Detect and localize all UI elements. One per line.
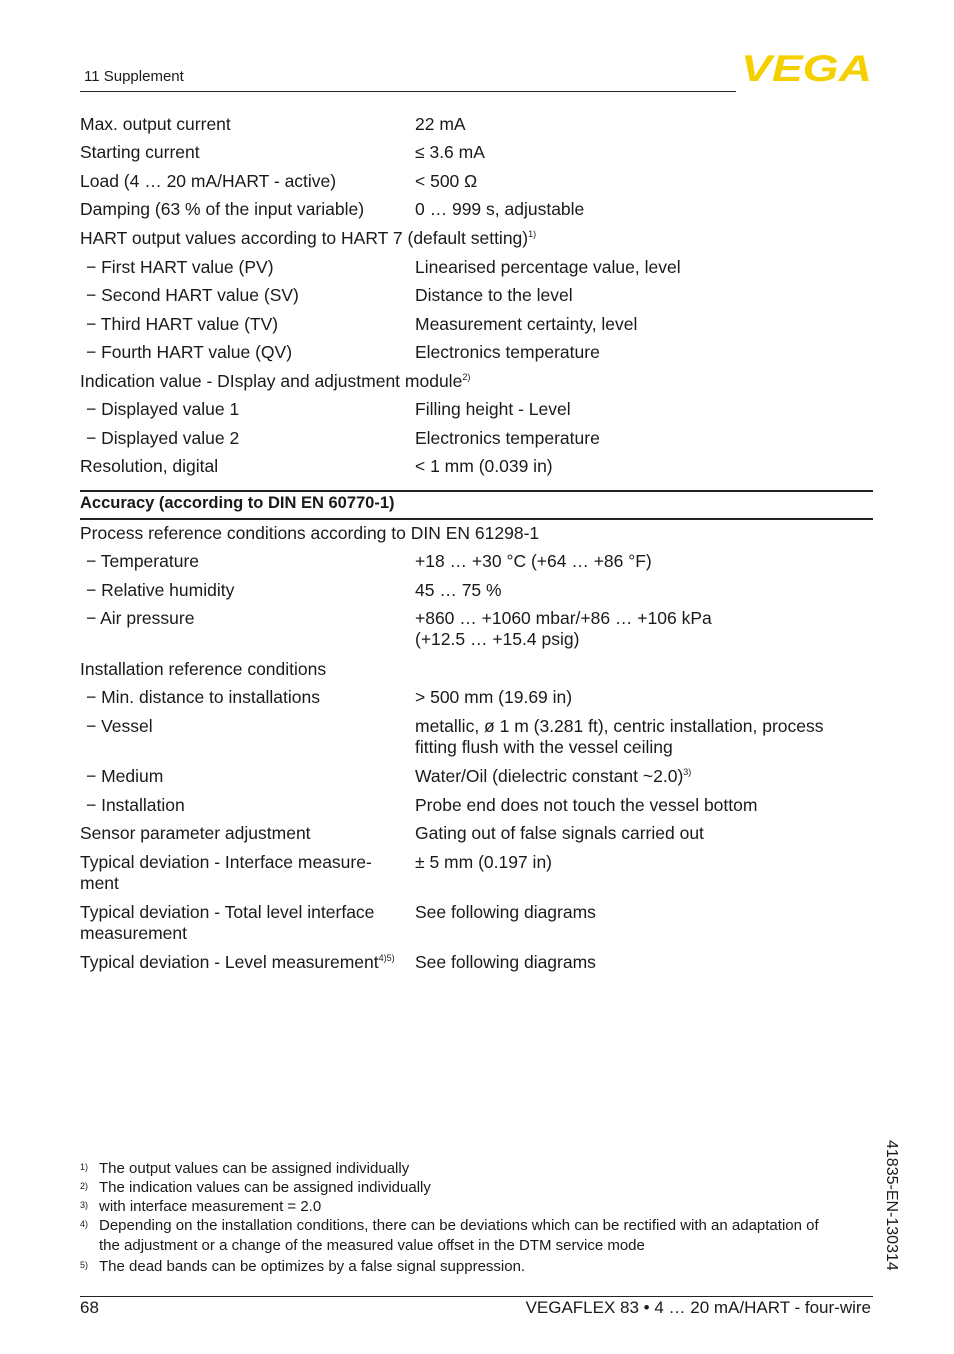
spec-label: − Temperature bbox=[86, 551, 200, 571]
spec-label: − Air pressure bbox=[86, 608, 195, 628]
spec-value: +860 … +1060 mbar/+86 … +106 kPa (+12.5 … +15.4 psig) bbox=[415, 608, 712, 649]
spec-value: Gating out of false signals carried out bbox=[415, 823, 704, 843]
footnote-number: 5) bbox=[80, 1260, 89, 1270]
spec-value: Filling height - Level bbox=[415, 399, 571, 419]
spec-value: < 500 Ω bbox=[415, 171, 478, 191]
spec-value: Distance to the level bbox=[415, 285, 573, 305]
spec-label: Resolution, digital bbox=[80, 456, 219, 476]
spec-value: < 1 mm (0.039 in) bbox=[415, 456, 553, 476]
spec-value: Linearised percentage value, level bbox=[415, 257, 681, 277]
spec-label: HART output values according to HART 7 (default setting)$^{1)}$ bbox=[80, 228, 537, 248]
footnote-number: 4) bbox=[80, 1219, 89, 1229]
spec-value: 22 mA bbox=[415, 114, 466, 134]
spec-label: Sensor parameter adjustment bbox=[80, 823, 311, 843]
spec-label: Typical deviation - Interface measure- ment bbox=[80, 852, 372, 893]
header-divider bbox=[80, 91, 736, 92]
footnote-number: 3) bbox=[80, 1200, 89, 1210]
vega-logo bbox=[741, 52, 872, 82]
footnote-number: 2) bbox=[80, 1181, 89, 1191]
spec-label: Typical deviation - Level measurement$^{4)5)}$ bbox=[80, 952, 395, 972]
spec-value: Electronics temperature bbox=[415, 428, 600, 448]
spec-label: Load (4 … 20 mA/HART - active) bbox=[80, 171, 337, 191]
footnote-text: The output values can be assigned individually bbox=[99, 1160, 410, 1177]
spec-label: Damping (63 % of the input variable) bbox=[80, 199, 365, 219]
section-header: 11 Supplement bbox=[84, 68, 184, 85]
spec-label: − First HART value (PV) bbox=[86, 257, 274, 277]
footnote-text: Depending on the installation conditions, there can be deviations which can be rectified with an adaptation of the adjustment or a change of the measured value offset in the DTM service mode bbox=[99, 1217, 819, 1254]
section-rule-top bbox=[80, 490, 873, 492]
spec-value: ± 5 mm (0.197 in) bbox=[415, 852, 553, 872]
spec-value: Water/Oil (dielectric constant ~2.0)$^{3)}$ bbox=[415, 766, 692, 786]
spec-value: 0 … 999 s, adjustable bbox=[415, 199, 585, 219]
spec-value: +18 … +30 °C (+64 … +86 °F) bbox=[415, 551, 652, 571]
spec-label: − Fourth HART value (QV) bbox=[86, 342, 293, 362]
spec-value: Probe end does not touch the vessel bottom bbox=[415, 795, 758, 815]
footnote-ref: 3) bbox=[683, 767, 692, 777]
footnote-text: The dead bands can be optimizes by a false signal suppression. bbox=[99, 1258, 526, 1275]
spec-label: Starting current bbox=[80, 142, 200, 162]
spec-label: − Displayed value 1 bbox=[86, 399, 240, 419]
page-number: 68 bbox=[80, 1298, 99, 1317]
spec-label: − Relative humidity bbox=[86, 580, 235, 600]
spec-value: ≤ 3.6 mA bbox=[415, 142, 485, 162]
document-code: 41835-EN-130314 bbox=[883, 1140, 900, 1271]
spec-label: − Medium bbox=[86, 766, 164, 786]
spec-label: Max. output current bbox=[80, 114, 231, 134]
section-rule-bottom bbox=[80, 518, 873, 520]
spec-label: Process reference conditions according to DIN EN 61298-1 bbox=[80, 523, 540, 543]
footnote-number: 1) bbox=[80, 1162, 89, 1172]
spec-value: > 500 mm (19.69 in) bbox=[415, 687, 573, 707]
footnote-text: The indication values can be assigned individually bbox=[99, 1179, 431, 1196]
accuracy-section-title: Accuracy (according to DIN EN 60770-1) bbox=[80, 494, 395, 512]
spec-label: − Min. distance to installations bbox=[86, 687, 320, 707]
footnote-text: with interface measurement = 2.0 bbox=[99, 1198, 322, 1215]
footnote-ref: 1) bbox=[528, 229, 537, 239]
spec-value: metallic, ø 1 m (3.281 ft), centric installation, process fitting flush with the vessel ceiling bbox=[415, 716, 824, 757]
spec-value: Electronics temperature bbox=[415, 342, 600, 362]
document-title: VEGAFLEX 83 • 4 … 20 mA/HART - four-wire bbox=[525, 1298, 871, 1317]
spec-label: Typical deviation - Total level interface measurement bbox=[80, 902, 375, 943]
footnote-ref: 4)5) bbox=[378, 953, 395, 963]
spec-label: − Installation bbox=[86, 795, 185, 815]
spec-label: Installation reference conditions bbox=[80, 659, 327, 679]
spec-label: Indication value - DIsplay and adjustment module$^{2)}$ bbox=[80, 371, 471, 391]
spec-label: − Third HART value (TV) bbox=[86, 314, 279, 334]
footer-divider bbox=[80, 1296, 873, 1297]
spec-value: See following diagrams bbox=[415, 952, 596, 972]
spec-label: − Vessel bbox=[86, 716, 153, 736]
spec-value: See following diagrams bbox=[415, 902, 596, 922]
spec-value: Measurement certainty, level bbox=[415, 314, 638, 334]
footnote-ref: 2) bbox=[462, 372, 471, 382]
spec-label: − Second HART value (SV) bbox=[86, 285, 299, 305]
spec-label: − Displayed value 2 bbox=[86, 428, 240, 448]
svg-text:VEGA: VEGA bbox=[741, 52, 872, 82]
spec-value: 45 … 75 % bbox=[415, 580, 502, 600]
